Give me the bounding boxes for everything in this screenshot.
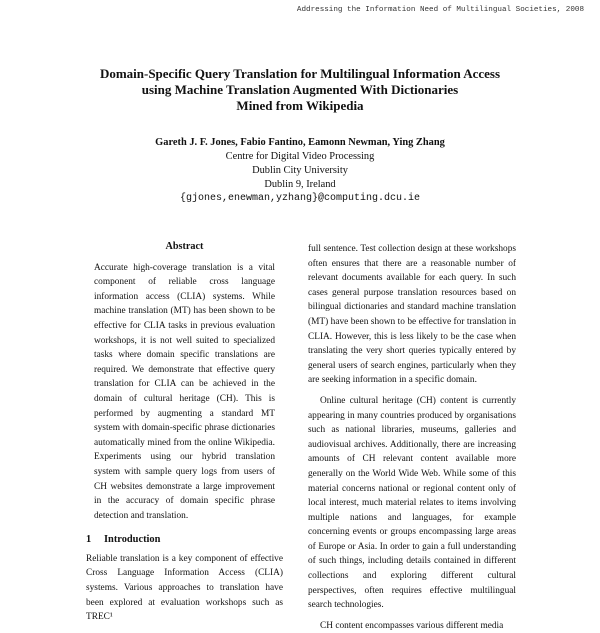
section-heading-introduction xyxy=(86,533,283,548)
section-title: Introduction xyxy=(104,534,161,546)
author-block xyxy=(50,136,550,206)
author-names: Gareth J. F. Jones, Fabio Fantino, Eamonn Newman, Ying Zhang xyxy=(155,137,445,148)
right-column xyxy=(308,242,516,633)
left-column xyxy=(86,240,283,625)
affiliation-line: Centre for Digital Video Processing xyxy=(225,151,375,162)
title-line: Domain-Specific Query Translation for Multilingual Information Access xyxy=(99,66,501,81)
introduction-text: Reliable translation is a key component of effective Cross Language Information Access (CLIA) systems. Various approaches to translation have been explored at evaluation workshops such as TREC¹ xyxy=(86,553,283,623)
title-line: Mined from Wikipedia xyxy=(236,98,364,113)
body-paragraph: CH content encompasses various different media xyxy=(320,620,504,631)
abstract-text: Accurate high-coverage translation is a vital component of reliable cross language information access (CLIA) systems. While machine translation (MT) has been shown to be effective for CLIA tasks in previous evaluation workshops, it is not well suited to specialized tasks where domain specific translations are required. We demonstrate that effective query translation for CLIA can be achieved in the domain of cultural heritage (CH). This is performed by augmenting a standard MT system with domain-specific phrase dictionaries automatically mined from the online Wikipedia. Experiments using our hybrid translation system with sample query logs from users of CH websites demonstrate a large improvement in the accuracy of domain specific phrase detection and translation. xyxy=(94,262,275,521)
paper-title xyxy=(50,66,550,114)
author-email: {gjones,enewman,yzhang}@computing.dcu.ie xyxy=(179,193,421,204)
title-line: using Machine Translation Augmented With Dictionaries xyxy=(141,82,459,97)
running-header: Addressing the Information Need of Multilingual Societies, 2008 xyxy=(296,6,584,14)
body-paragraph: full sentence. Test collection design at these workshops often ensures that there are a reasonable number of relevant documents available for each query. In such cases general purpose translation resources based on bilingual dictionaries and standard machine translation (MT) have been shown to be effective for translation in CLIA. However, this is less likely to be the case when translating the very short queries typically entered by general users of search engines, particularly when they are seeking information in a specific domain. xyxy=(308,244,516,386)
affiliation-line: Dublin 9, Ireland xyxy=(264,179,336,190)
section-number: 1 xyxy=(86,534,92,546)
abstract-heading: Abstract xyxy=(165,241,204,252)
body-paragraph: Online cultural heritage (CH) content is currently appearing in many countries produced by organisations such as national libraries, museums, galleries and audiovisual archives. Additionally, there are increasing amounts of CH relevant content available more generally on the World Wide Web. While some of this material concerns national or regional content only of local interest, much material relates to items involving multiple nations and languages, for example concerning events or groups encompassing large areas of Europe or Asia. In order to gain a full understanding of such things, including details contained in different collections and exploring different cultural perspectives, often requires effective multilingual search technologies. xyxy=(308,395,516,611)
affiliation-line: Dublin City University xyxy=(252,165,348,176)
